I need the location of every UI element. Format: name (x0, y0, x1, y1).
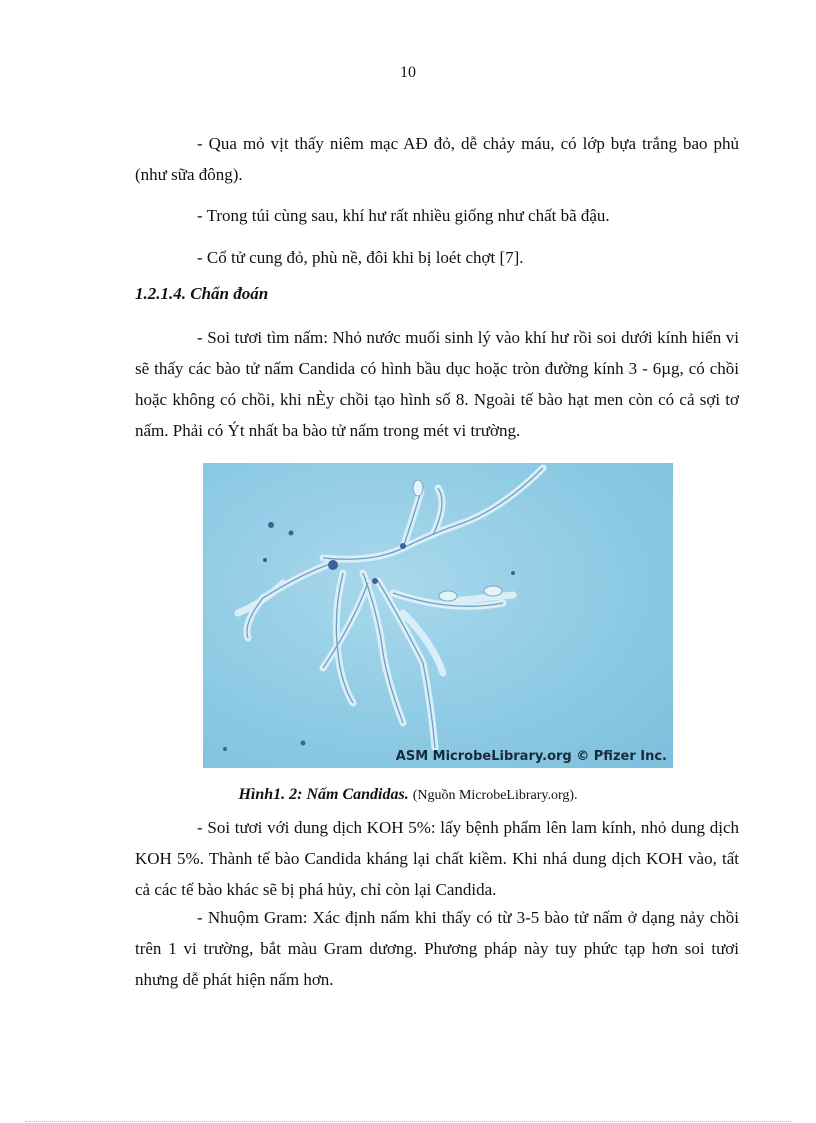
candida-microscope-image (203, 463, 673, 768)
page-number: 10 (400, 64, 416, 81)
caption-source: (Nguồn MicrobeLibrary.org). (412, 788, 578, 803)
paragraph-co-tu-cung: - Cổ tử cung đỏ, phù nề, đôi khi bị loét chợt [7]. (197, 248, 524, 267)
figure-caption (0, 786, 816, 804)
paragraph-soi-tuoi: - Soi tươi tìm nấm: Nhỏ nước muối sinh lý vào khí hư rồi soi dưới kính hiển vi sẽ thấy các bào tử nấm Candida có hình bầu dục hoặc tròn đường kính 3 - 6µg, có chồi hoặc không có chồi, khi nÈy chồi tạo hình số 8. Ngoài tế bào hạt men còn có cả sợi tơ nấm. Phải có Ýt nhất ba bào tử nấm trong mét vi trường. (135, 328, 739, 440)
paragraph-gram: - Nhuộm Gram: Xác định nấm khi thấy có từ 3-5 bào tử nấm ở dạng nảy chồi trên 1 vi trường, bắt màu Gram dương. Phương pháp này tuy phức tạp hơn soi tươi nhưng dễ phát hiện nấm hơn. (135, 908, 739, 989)
paragraph-mo-vit: - Qua mỏ vịt thấy niêm mạc AĐ đỏ, dễ chảy máu, có lớp bựa trắng bao phủ (như sữa đông). (135, 134, 739, 184)
paragraph-koh: - Soi tươi với dung dịch KOH 5%: lấy bệnh phẩm lên lam kính, nhỏ dung dịch KOH 5%. Thành tế bào Candida kháng lại chất kiềm. Khi nhá dung dịch KOH vào, tất cả các tế bào khác sẽ bị phá hủy, chỉ còn lại Candida. (135, 818, 739, 899)
page-bottom-divider (25, 1121, 791, 1122)
candida-hyphae-drawing (203, 463, 673, 768)
section-heading: 1.2.1.4. Chẩn đoán (135, 284, 269, 303)
image-watermark: ASM MicrobeLibrary.org © Pfizer Inc. (395, 749, 667, 764)
paragraph-tui-cung-sau: - Trong túi cùng sau, khí hư rất nhiều giống như chất bã đậu. (197, 206, 610, 225)
caption-label: Hình1. 2: Nấm Candidas. (238, 786, 409, 803)
